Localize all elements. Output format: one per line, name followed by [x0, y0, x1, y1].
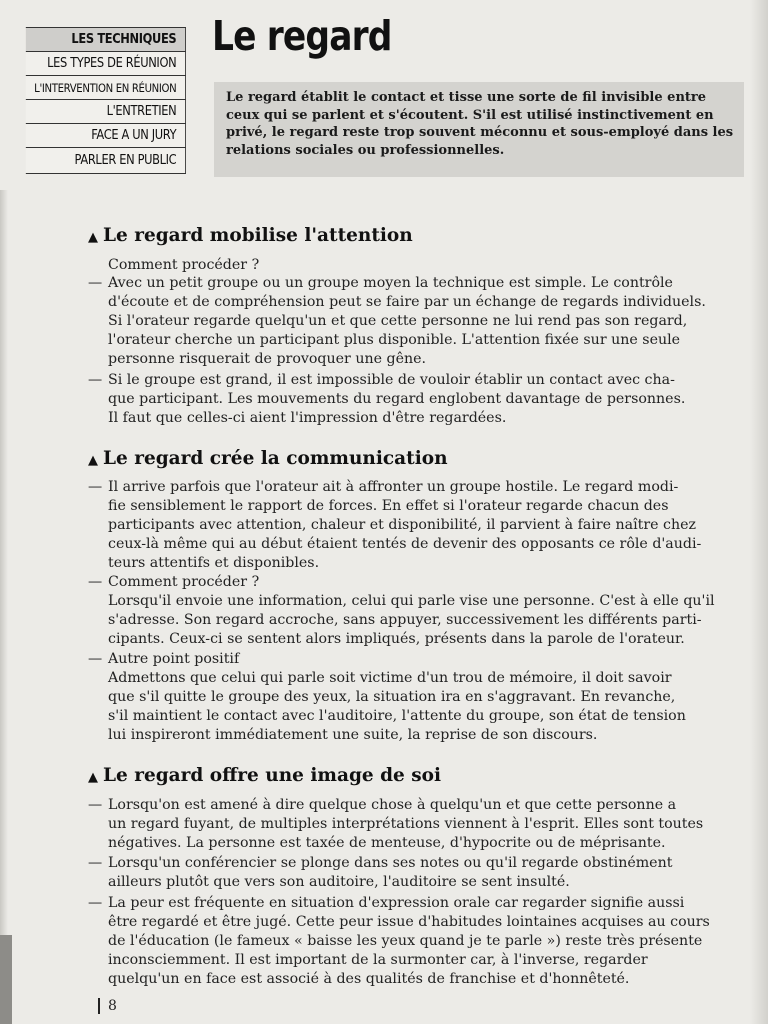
dash-bullet: —: [88, 574, 103, 590]
text-line: d'écoute et de compréhension peut se faire par un échange de regards individuels.: [108, 294, 706, 310]
menu-item-techniques: LES TECHNIQUES: [26, 27, 186, 51]
text-line: personne risquerait de provoquer une gêne.: [108, 351, 427, 367]
section-heading-communication: [88, 448, 448, 469]
text-line: Comment procéder ?: [108, 257, 260, 273]
text-line: cipants. Ceux-ci se sentent alors impliqués, présents dans la parole de l'orateur.: [108, 631, 685, 647]
text-line: Lorsqu'un conférencier se plonge dans ses notes ou qu'il regarde obstinément: [108, 855, 673, 871]
text-line: être regardé et être jugé. Cette peur issue d'habitudes lointaines acquises au cours: [108, 914, 710, 930]
text-line: l'orateur cherche un participant plus disponible. L'attention fixée sur une seule: [108, 332, 681, 348]
text-line: Admettons que celui qui parle soit victime d'un trou de mémoire, il doit savoir: [108, 670, 672, 686]
dash-bullet: —: [88, 895, 103, 911]
text-line: lui inspireront immédiatement une suite, la reprise de son discours.: [108, 727, 598, 743]
text-line: quelqu'un en face est associé à des qualités de franchise et d'honnêteté.: [108, 971, 630, 987]
page-edge-shadow: [750, 0, 768, 1024]
text-line: que participant. Les mouvements du regard englobent davantage de personnes.: [108, 391, 686, 407]
heading-text: Le regard mobilise l'attention: [103, 225, 413, 246]
text-line: ailleurs plutôt que vers son auditoire, l'auditoire se sent insulté.: [108, 874, 570, 890]
triangle-icon: ▲: [88, 230, 98, 245]
triangle-icon: ▲: [88, 770, 98, 785]
dash-bullet: —: [88, 275, 103, 291]
dash-bullet: —: [88, 797, 103, 813]
dash-bullet: —: [88, 855, 103, 871]
page-title: Le regard: [212, 12, 392, 60]
text-line: fie sensiblement le rapport de forces. En effet si l'orateur regarde chacun des: [108, 498, 669, 514]
text-line: Il arrive parfois que l'orateur ait à affronter un groupe hostile. Le regard modi-: [108, 479, 679, 495]
text-line: Si le groupe est grand, il est impossible de vouloir établir un contact avec cha-: [108, 372, 675, 388]
dash-bullet: —: [88, 372, 103, 388]
text-line: Comment procéder ?: [108, 574, 260, 590]
text-line: participants avec attention, chaleur et disponibilité, il parvient à faire naître chez: [108, 517, 696, 533]
dash-bullet: —: [88, 651, 103, 667]
text-line: s'il maintient le contact avec l'auditoire, l'attente du groupe, son état de tension: [108, 708, 686, 724]
text-line: Lorsqu'il envoie une information, celui qui parle vise une personne. C'est à elle qu'il: [108, 593, 715, 609]
section-heading-image: [88, 765, 441, 786]
text-line: La peur est fréquente en situation d'expression orale car regarder signifie aussi: [108, 895, 685, 911]
heading-text: Le regard offre une image de soi: [103, 765, 442, 786]
text-line: Lorsqu'on est amené à dire quelque chose à quelqu'un et que cette personne a: [108, 797, 677, 813]
page-left-edge: [0, 190, 8, 1024]
page-number: 8: [98, 998, 117, 1014]
menu-item-entretien: L'ENTRETIEN: [26, 99, 186, 123]
heading-text: Le regard crée la communication: [103, 448, 448, 469]
text-line: un regard fuyant, de multiples interprétations viennent à l'esprit. Elles sont toutes: [108, 816, 704, 832]
text-line: Autre point positif: [108, 651, 240, 667]
text-line: de l'éducation (le fameux « baisse les yeux quand je te parle ») reste très présente: [108, 933, 703, 949]
text-line: s'adresse. Son regard accroche, sans appuyer, successivement les différents parti-: [108, 612, 702, 628]
binding-shadow: [0, 935, 12, 1024]
intro-box: Le regard établit le contact et tisse une sorte de fil invisible entre ceux qui se parlent et s'écoutent. S'il est utilisé instinctivement en privé, le regard reste trop souvent méconnu et sous-employé dans les relations sociales ou professionnelles.: [214, 82, 744, 177]
text-line: inconsciemment. Il est important de la surmonter car, à l'inverse, regarder: [108, 952, 648, 968]
menu-item-jury: FACE A UN JURY: [26, 123, 186, 147]
text-line: teurs attentifs et disponibles.: [108, 555, 320, 571]
text-line: négatives. La personne est taxée de menteuse, d'hypocrite ou de méprisante.: [108, 835, 666, 851]
section-menu: [4, 27, 186, 174]
dash-bullet: —: [88, 479, 103, 495]
menu-item-types-reunion: LES TYPES DE RÉUNION: [26, 51, 186, 75]
text-line: Il faut que celles-ci aient l'impression d'être regardées.: [108, 410, 507, 426]
menu-item-intervention: L'INTERVENTION EN RÉUNION: [26, 75, 186, 99]
text-line: Si l'orateur regarde quelqu'un et que cette personne ne lui rend pas son regard,: [108, 313, 688, 329]
text-line: que s'il quitte le groupe des yeux, la situation ira en s'aggravant. En revanche,: [108, 689, 676, 705]
section-heading-attention: [88, 225, 413, 246]
text-line: Avec un petit groupe ou un groupe moyen la technique est simple. Le contrôle: [108, 275, 673, 291]
triangle-icon: ▲: [88, 453, 98, 468]
text-line: ceux-là même qui au début étaient tentés de devenir des opposants ce rôle d'audi-: [108, 536, 702, 552]
menu-item-parler-public: PARLER EN PUBLIC: [26, 147, 186, 174]
